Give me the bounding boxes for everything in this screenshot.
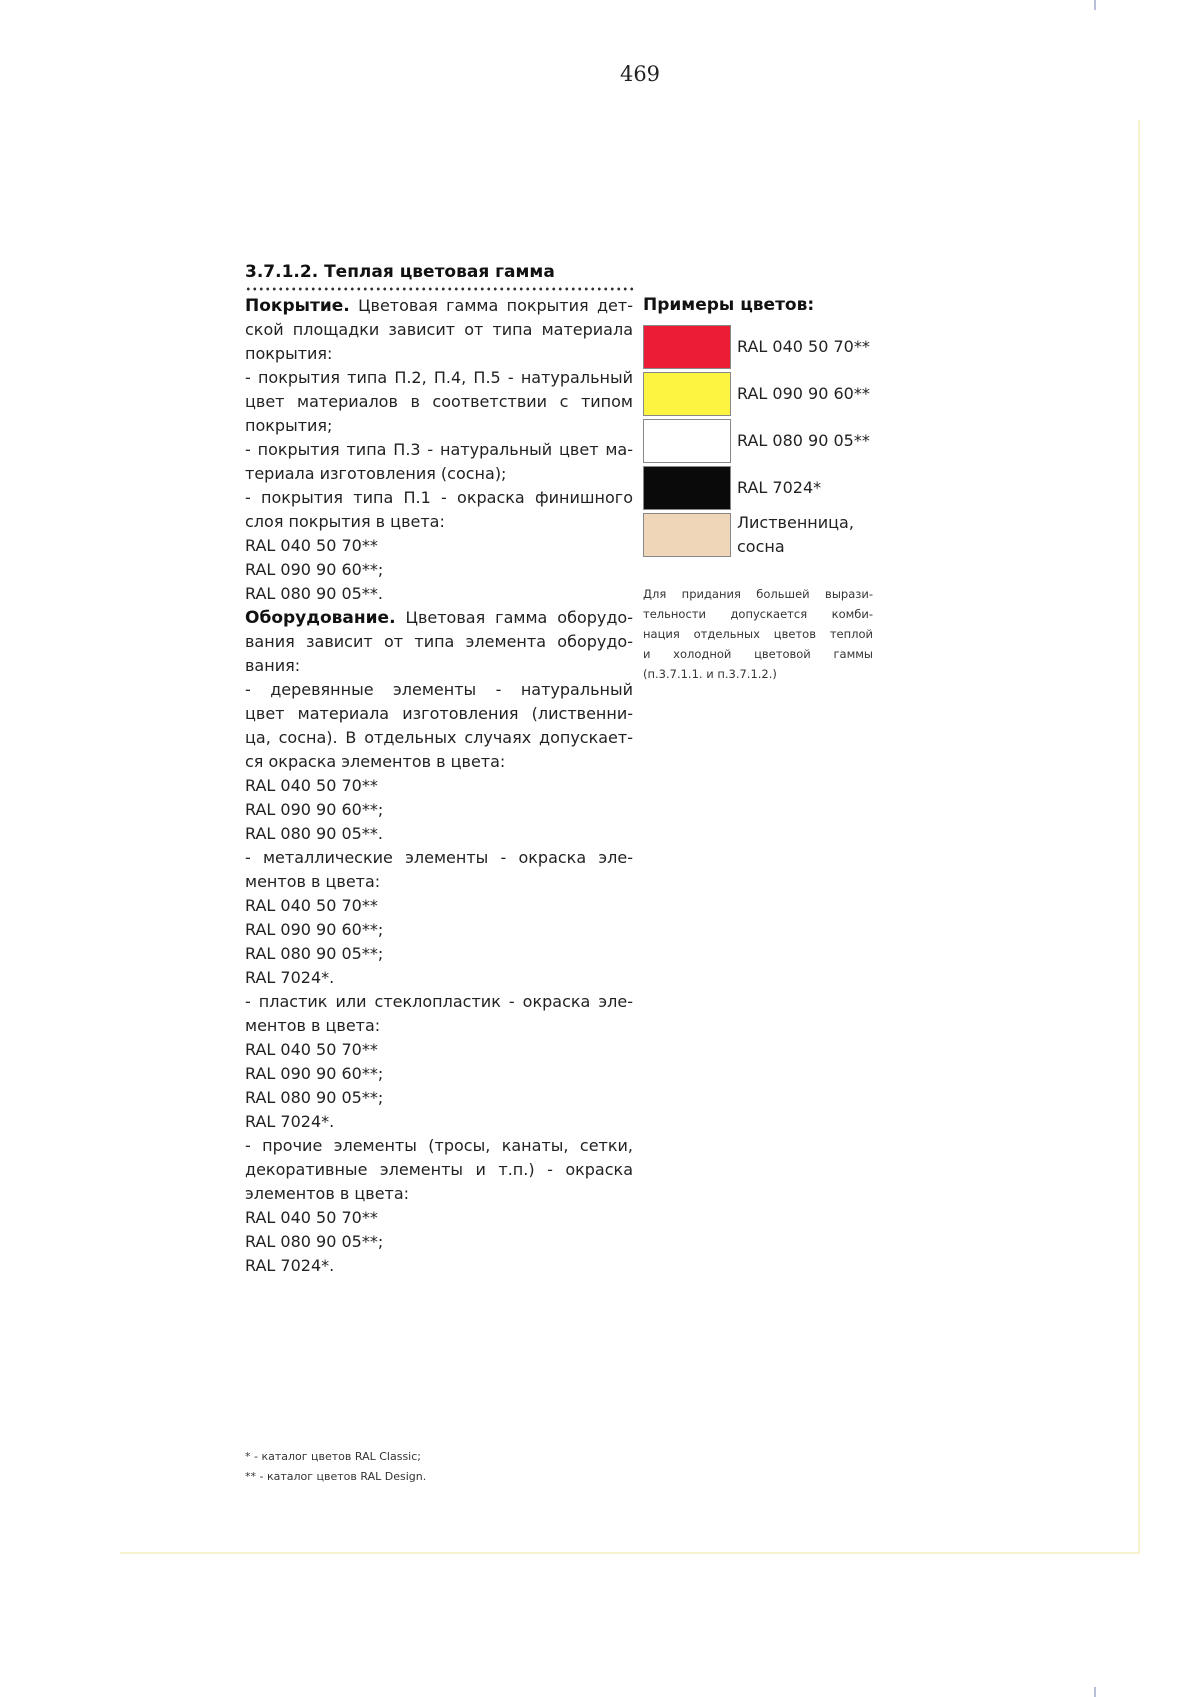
text-line	[245, 726, 633, 750]
text-line-content: RAL 080 90 05**.	[245, 584, 383, 603]
color-example	[643, 466, 893, 512]
text-line-content: RAL 7024*.	[245, 1112, 335, 1131]
text-line	[245, 798, 633, 822]
text-line	[245, 750, 633, 774]
text-line	[245, 822, 633, 846]
text-line	[245, 414, 633, 438]
text-line	[245, 1086, 633, 1110]
text-line-content: RAL 040 50 70**	[245, 776, 378, 795]
text-line-content: RAL 080 90 05**;	[245, 1088, 384, 1107]
text-line-content: RAL 040 50 70**	[245, 1040, 378, 1059]
text-line-content: RAL 7024*.	[245, 1256, 335, 1275]
color-label	[737, 476, 821, 500]
text-line	[245, 1014, 633, 1038]
text-line	[245, 606, 633, 630]
text-line	[245, 942, 633, 966]
text-line-content: вания зависит от типа элемента оборудо-	[245, 632, 633, 651]
page-frame-right	[1138, 120, 1140, 1552]
text-line-content: RAL 040 50 70**	[245, 1208, 378, 1227]
page-frame-bottom	[120, 1552, 1140, 1554]
text-line-content: цвет материалов в соответствии с типом	[245, 392, 633, 411]
text-line	[245, 774, 633, 798]
text-line	[245, 342, 633, 366]
text-line-content: RAL 040 50 70**	[245, 536, 378, 555]
text-line-content: RAL 080 90 05**;	[245, 944, 384, 963]
text-line	[245, 534, 633, 558]
text-line	[245, 990, 633, 1014]
text-line-content: - пластик или стеклопластик - окраска эле-	[245, 992, 633, 1011]
color-swatch	[643, 325, 731, 369]
note-line: нация отдельных цветов теплой	[643, 627, 873, 641]
note-line: и холодной цветовой гаммы	[643, 647, 873, 661]
color-label-line: RAL 7024*	[737, 478, 822, 497]
text-line	[245, 1206, 633, 1230]
color-label-line: RAL 090 90 60**	[737, 384, 870, 403]
color-swatch	[643, 513, 731, 557]
text-line-content: - деревянные элементы - натуральный	[245, 680, 633, 699]
text-line-content: цвет материала изготовления (лиственни-	[245, 704, 633, 723]
text-line	[245, 966, 633, 990]
text-line	[245, 702, 633, 726]
text-line	[245, 582, 633, 606]
text-line	[245, 390, 633, 414]
text-line	[245, 462, 633, 486]
text-line	[245, 1134, 633, 1158]
text-line-content: декоративные элементы и т.п.) - окраска	[245, 1160, 633, 1179]
text-line-content: ментов в цвета:	[245, 872, 381, 891]
text-line	[245, 846, 633, 870]
text-line-content: - покрытия типа П.3 - натуральный цвет ма-	[245, 440, 633, 459]
color-label-line: RAL 040 50 70**	[737, 337, 870, 356]
text-line-content: териала изготовления (сосна);	[245, 464, 507, 483]
text-line-content: Цветовая гамма оборудо-	[395, 608, 633, 627]
text-line	[245, 486, 633, 510]
color-label	[737, 382, 870, 406]
footnote: ** - каталог цветов RAL Design.	[245, 1470, 427, 1483]
text-line-content: ца, сосна). В отдельных случаях допускает-	[245, 728, 633, 747]
section-title: 3.7.1.2. Теплая цветовая гамма	[245, 262, 555, 282]
examples-title: Примеры цветов:	[643, 295, 815, 315]
text-line-content: RAL 090 90 60**;	[245, 1064, 384, 1083]
color-swatch	[643, 372, 731, 416]
text-line	[245, 1182, 633, 1206]
text-line-content: RAL 090 90 60**;	[245, 560, 384, 579]
paragraph-heading: Оборудование.	[245, 608, 396, 628]
color-label-line: Лиственница,	[737, 513, 854, 532]
text-line	[245, 654, 633, 678]
scan-mark	[1094, 1687, 1096, 1697]
text-line	[245, 630, 633, 654]
text-line	[245, 1038, 633, 1062]
text-line	[245, 1230, 633, 1254]
text-line-content: ской площадки зависит от типа материала	[245, 320, 633, 339]
text-line-content: - прочие элементы (тросы, канаты, сетки,	[245, 1136, 633, 1155]
main-text-column	[245, 294, 633, 1278]
text-line-content: слоя покрытия в цвета:	[245, 512, 445, 531]
side-note	[643, 584, 873, 684]
text-line	[245, 870, 633, 894]
color-label-line: сосна	[737, 537, 785, 556]
text-line-content: RAL 040 50 70**	[245, 896, 378, 915]
text-line	[245, 438, 633, 462]
color-label	[737, 429, 870, 453]
text-line-content: элементов в цвета:	[245, 1184, 410, 1203]
text-line	[245, 366, 633, 390]
text-line	[245, 1110, 633, 1134]
note-line: тельности допускается комби-	[643, 607, 873, 621]
text-line-content: Цветовая гамма покрытия дет-	[349, 296, 633, 315]
text-line	[245, 1158, 633, 1182]
color-label-line: RAL 080 90 05**	[737, 431, 870, 450]
text-line	[245, 918, 633, 942]
text-line-content: покрытия;	[245, 416, 333, 435]
text-line-content: ся окраска элементов в цвета:	[245, 752, 506, 771]
text-line	[245, 894, 633, 918]
page-number: 469	[619, 62, 661, 86]
scan-mark	[1094, 0, 1096, 10]
color-example	[643, 325, 893, 371]
text-line	[245, 510, 633, 534]
paragraph-heading: Покрытие.	[245, 296, 350, 316]
text-line-content: RAL 090 90 60**;	[245, 800, 384, 819]
text-line-content: - металлические элементы - окраска эле-	[245, 848, 633, 867]
color-label	[737, 335, 870, 359]
color-label	[737, 511, 854, 559]
note-line: Для придания большей вырази-	[643, 587, 873, 601]
text-line	[245, 1062, 633, 1086]
color-example	[643, 513, 893, 559]
text-line-content: покрытия:	[245, 344, 333, 363]
text-line-content: ментов в цвета:	[245, 1016, 381, 1035]
text-line	[245, 1254, 633, 1278]
text-line	[245, 318, 633, 342]
text-line	[245, 678, 633, 702]
text-line-content: RAL 7024*.	[245, 968, 335, 987]
note-line: (п.3.7.1.1. и п.3.7.1.2.)	[643, 667, 777, 681]
dotted-divider	[245, 287, 633, 291]
text-line-content: - покрытия типа П.2, П.4, П.5 - натуральный	[245, 368, 633, 387]
text-line	[245, 294, 633, 318]
text-line-content: RAL 080 90 05**;	[245, 1232, 384, 1251]
color-example	[643, 419, 893, 465]
text-line-content: RAL 080 90 05**.	[245, 824, 383, 843]
text-line-content: вания:	[245, 656, 301, 675]
color-swatch	[643, 419, 731, 463]
text-line-content: - покрытия типа П.1 - окраска финишного	[245, 488, 633, 507]
text-line-content: RAL 090 90 60**;	[245, 920, 384, 939]
color-example	[643, 372, 893, 418]
footnotes	[245, 1447, 426, 1487]
footnote: * - каталог цветов RAL Classic;	[245, 1450, 421, 1463]
color-swatch	[643, 466, 731, 510]
text-line	[245, 558, 633, 582]
